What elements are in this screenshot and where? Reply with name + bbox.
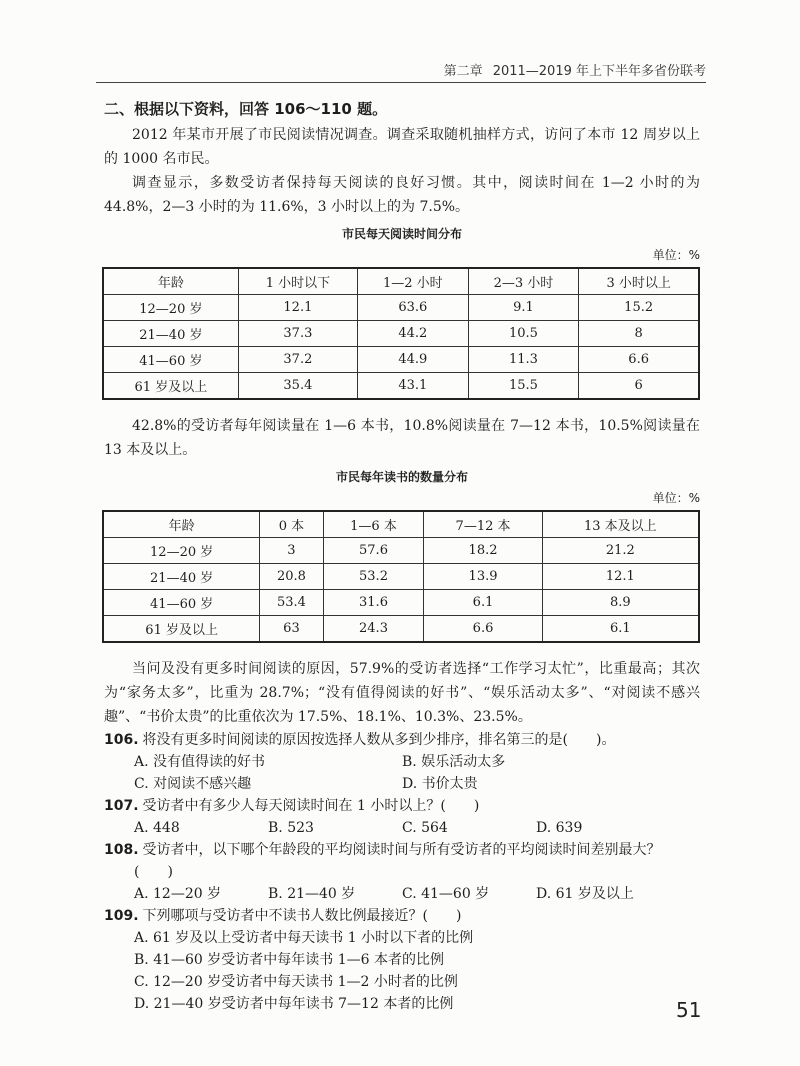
option-d: D. 书价太贵 xyxy=(402,776,478,792)
option-b: B. 41—60 岁受访者中每年读书 1—6 本者的比例 xyxy=(134,952,444,968)
table-cell: 6.1 xyxy=(542,616,699,643)
option-c: C. 对阅读不感兴趣 xyxy=(134,776,252,792)
table-cell: 31.6 xyxy=(323,590,424,616)
option-a: A. 没有值得读的好书 xyxy=(134,754,266,770)
question-text: 下列哪项与受访者中不读书人数比例最接近？( ) xyxy=(142,908,462,924)
table-cell: 9.1 xyxy=(468,295,579,321)
option-d: D. 639 xyxy=(536,820,583,836)
table-cell: 3 xyxy=(260,538,323,564)
option-b: B. 523 xyxy=(268,820,314,836)
table-cell: 37.2 xyxy=(238,347,357,373)
table-cell: 18.2 xyxy=(424,538,542,564)
table-cell: 57.6 xyxy=(323,538,424,564)
table-cell: 8 xyxy=(579,321,699,347)
table-cell: 44.9 xyxy=(358,347,469,373)
table-cell: 11.3 xyxy=(468,347,579,373)
table2-title: 市民每年读书的数量分布 xyxy=(335,470,468,484)
table-header-row xyxy=(103,511,699,538)
paragraph-1: 2012 年某市开展了市民阅读情况调查。调查采取随机抽样方式，访问了本市 12 周岁以上的 1000 名市民。 xyxy=(104,127,700,167)
table-cell: 44.2 xyxy=(358,321,469,347)
table-cell: 13.9 xyxy=(424,564,542,590)
table-row xyxy=(103,295,699,321)
option-d: D. 61 岁及以上 xyxy=(536,886,634,902)
table1-title: 市民每天阅读时间分布 xyxy=(341,227,462,241)
question-number: 106. xyxy=(104,732,139,748)
table-cell: 15.2 xyxy=(579,295,699,321)
table-cell: 41—60 岁 xyxy=(103,347,238,373)
table-cell: 6.6 xyxy=(579,347,699,373)
table-cell: 15.5 xyxy=(468,373,579,400)
table-row xyxy=(103,373,699,400)
table-cell: 21—40 岁 xyxy=(103,564,260,590)
table1-unit: 单位：% xyxy=(652,248,700,262)
table-cell: 6.1 xyxy=(424,590,542,616)
table-cell: 63.6 xyxy=(358,295,469,321)
question-106 xyxy=(104,729,700,795)
paragraph-2: 调查显示，多数受访者保持每天阅读的良好习惯。其中，阅读时间在 1—2 小时的为 44.8%，2—3 小时的为 11.6%，3 小时以上的为 7.5%。 xyxy=(104,175,700,215)
question-text: 受访者中，以下哪个年龄段的平均阅读时间与所有受访者的平均阅读时间差别最大？ xyxy=(142,842,661,858)
page-number: 51 xyxy=(676,998,702,1022)
table-row xyxy=(103,347,699,373)
table-cell: 6 xyxy=(579,373,699,400)
question-107 xyxy=(104,795,700,839)
table-cell: 61 岁及以上 xyxy=(103,373,238,400)
question-number: 107. xyxy=(104,798,139,814)
question-109 xyxy=(104,905,700,1015)
question-number: 109. xyxy=(104,908,139,924)
table-cell: 6.6 xyxy=(424,616,542,643)
table-cell: 35.4 xyxy=(238,373,357,400)
table-row xyxy=(103,321,699,347)
table-row xyxy=(103,564,699,590)
table-cell: 61 岁及以上 xyxy=(103,616,260,643)
table-cell: 12.1 xyxy=(238,295,357,321)
table-cell: 24.3 xyxy=(323,616,424,643)
table2-unit: 单位：% xyxy=(652,491,700,505)
table-cell: 12.1 xyxy=(542,564,699,590)
paragraph-4: 当问及没有更多时间阅读的原因，57.9%的受访者选择“工作学习太忙”，比重最高；其次为“家务太多”，比重为 28.7%；“没有值得阅读的好书”、“娱乐活动太多”、“对阅读不感兴趣”、“书价太贵”的比重依次为 17.5%、18.1%、10.3%、23.5%。 xyxy=(104,661,700,725)
option-b: B. 21—40 岁 xyxy=(268,886,356,902)
table-cell: 37.3 xyxy=(238,321,357,347)
table-cell: 53.2 xyxy=(323,564,424,590)
question-108 xyxy=(104,839,700,905)
table-header-cell: 1—2 小时 xyxy=(358,268,469,295)
table-cell: 53.4 xyxy=(260,590,323,616)
option-d: D. 21—40 岁受访者中每年读书 7—12 本者的比例 xyxy=(134,996,454,1012)
table-header-cell: 3 小时以上 xyxy=(579,268,699,295)
option-a: A. 448 xyxy=(134,820,180,836)
table-cell: 63 xyxy=(260,616,323,643)
table-cell: 21—40 岁 xyxy=(103,321,238,347)
table-cell: 41—60 岁 xyxy=(103,590,260,616)
reading-time-table xyxy=(102,267,700,400)
header-subtitle: 2011—2019 年上下半年多省份联考 xyxy=(492,64,706,79)
table-header-cell: 7—12 本 xyxy=(424,511,542,538)
table-header-cell: 1—6 本 xyxy=(323,511,424,538)
table-row xyxy=(103,616,699,643)
question-number: 108. xyxy=(104,842,139,858)
table-header-cell: 13 本及以上 xyxy=(542,511,699,538)
header-chapter: 第二章 xyxy=(443,64,483,79)
table-cell: 21.2 xyxy=(542,538,699,564)
table-row xyxy=(103,590,699,616)
option-a: A. 12—20 岁 xyxy=(134,886,222,902)
option-c: C. 41—60 岁 xyxy=(402,886,490,902)
table-cell: 8.9 xyxy=(542,590,699,616)
section-title: 二、根据以下资料，回答 106～110 题。 xyxy=(104,100,388,118)
page-header xyxy=(96,60,706,83)
table-cell: 10.5 xyxy=(468,321,579,347)
table-header-row xyxy=(103,268,699,295)
answer-paren: ( ) xyxy=(134,864,173,880)
table-cell: 20.8 xyxy=(260,564,323,590)
table-cell: 12—20 岁 xyxy=(103,538,260,564)
paragraph-3: 42.8%的受访者每年阅读量在 1—6 本书，10.8%阅读量在 7—12 本书，10.5%阅读量在 13 本及以上。 xyxy=(104,418,700,458)
table-cell: 43.1 xyxy=(358,373,469,400)
table-header-cell: 1 小时以下 xyxy=(238,268,357,295)
option-c: C. 12—20 岁受访者中每天读书 1—2 小时者的比例 xyxy=(134,974,458,990)
question-text: 受访者中有多少人每天阅读时间在 1 小时以上？( ) xyxy=(142,798,480,814)
table-header-cell: 年龄 xyxy=(103,268,238,295)
table-row xyxy=(103,538,699,564)
table-header-cell: 2—3 小时 xyxy=(468,268,579,295)
question-text: 将没有更多时间阅读的原因按选择人数从多到少排序，排名第三的是( )。 xyxy=(142,732,616,748)
option-c: C. 564 xyxy=(402,820,448,836)
option-a: A. 61 岁及以上受访者中每天读书 1 小时以下者的比例 xyxy=(134,930,474,946)
books-per-year-table xyxy=(102,510,700,643)
page-content xyxy=(104,98,700,1015)
table-header-cell: 0 本 xyxy=(260,511,323,538)
table-header-cell: 年龄 xyxy=(103,511,260,538)
option-b: B. 娱乐活动太多 xyxy=(402,754,506,770)
table-cell: 12—20 岁 xyxy=(103,295,238,321)
